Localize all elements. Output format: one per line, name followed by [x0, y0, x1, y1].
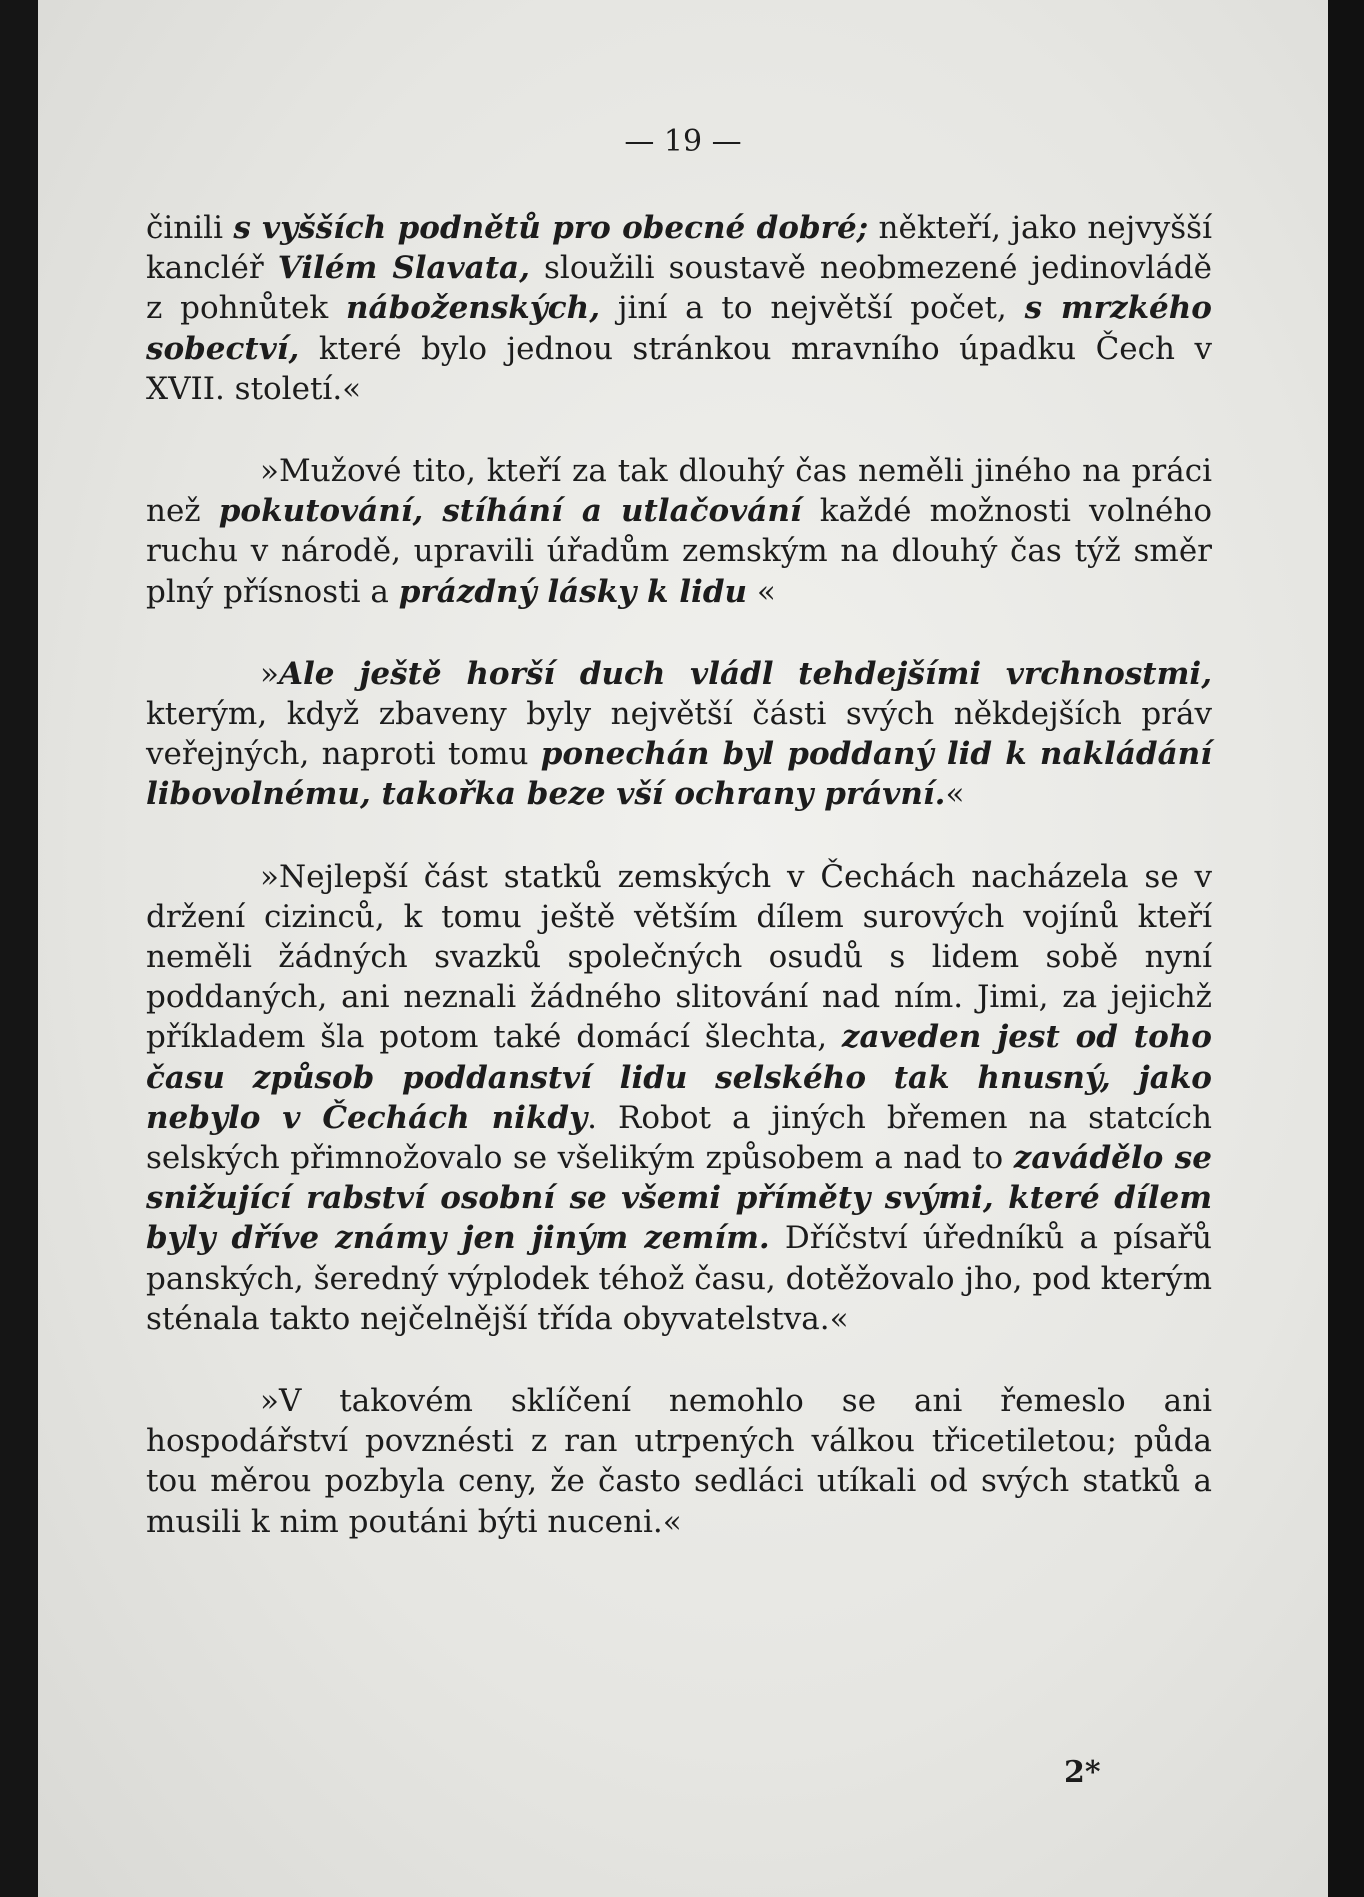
text-run: sloužili soustavě neobmezené jedinovládě z pohnůtek [146, 250, 1213, 327]
text-run: . Robot a jiných břemen na statcích selských přimnožovalo se všelikým způsobem a nad to [146, 1099, 1212, 1177]
paragraph-1 [146, 208, 1212, 409]
text-run: »Nejlepší část statků zemských v Čechách nacházela se v držení cizinců, k tomu ještě větším dílem surových vojínů kteří neměli žádných svazků společných osudů s lidem sobě nyní poddaných, ani neznali žádného slitování nad ním. Jimi, za jejichž příkladem šla potom také domácí šlechta, [146, 858, 1212, 1056]
text-run: jiní a to největší počet, [600, 290, 1025, 327]
page-number: — 19 — [624, 124, 742, 159]
paragraph-3 [146, 654, 1212, 815]
body-text [146, 208, 1212, 1584]
emphasized-text: ponechán byl poddaný lid k nakládání libovolnému, takořka beze vší ochrany právní. [146, 736, 1212, 813]
emphasized-text: pokutování, stíhání a utlačování [218, 493, 802, 530]
text-run: každé možnosti volného ruchu v národě, upravili úřadům zemským na dlouhý čas týž směr plný přísnosti a [146, 493, 1213, 610]
paragraph-4 [146, 857, 1212, 1339]
text-run: kterým, když zbaveny byly největší části svých někdejších práv veřejných, naproti tomu [146, 696, 1212, 773]
emphasized-text: s mrzkého sobectví, [146, 290, 1212, 367]
emphasized-text: zaveden jest od toho času způsob poddanství lidu selského tak hnusný, jako nebylo v Čechách nikdy [146, 1019, 1212, 1136]
text-run: « [747, 573, 776, 610]
emphasized-text: Ale ještě horší duch vládl tehdejšími vrchnostmi, [278, 655, 1212, 692]
emphasized-text: s vyšších podnětů pro obecné dobré; [233, 210, 869, 246]
right-page-edge [1328, 0, 1364, 1897]
text-run: které bylo jednou stránkou mravního úpadku Čech v XVII. století.« [146, 330, 1212, 407]
text-run: někteří, jako nejvyšší kancléř [146, 210, 1213, 287]
emphasized-text: prázdný lásky k lidu [398, 573, 748, 610]
text-run: »Mužové tito, kteří za tak dlouhý čas neměli jiného na práci než [146, 453, 1212, 530]
left-page-edge [0, 0, 38, 1897]
emphasized-text: náboženských, [346, 290, 600, 327]
text-run: činili [146, 210, 234, 246]
emphasized-text: Vilém Slavata, [277, 250, 530, 287]
signature-mark: 2* [1064, 1755, 1101, 1790]
paragraph-2 [146, 451, 1212, 612]
emphasized-text: zavádělo se snižující rabství osobní se všemi příměty svými, které dílem byly dříve známy jen jiným zemím. [146, 1140, 1212, 1257]
paragraph-5 [146, 1381, 1212, 1542]
text-run: »V takovém sklíčení nemohlo se ani řemeslo ani hospodářství povznésti z ran utrpených válkou třicetiletou; půda tou měrou pozbyla ceny, že často sedláci utíkali od svých statků a musili k nim poutáni býti nuceni.« [146, 1383, 1212, 1540]
text-run: » [260, 655, 279, 692]
text-run: Dříčství úředníků a písařů panských, šeredný výplodek téhož času, dotěžovalo jho, pod kterým sténala takto nejčelnější třída obyvatelstva.« [146, 1220, 1213, 1337]
text-run: « [945, 776, 965, 813]
book-page [38, 0, 1328, 1897]
